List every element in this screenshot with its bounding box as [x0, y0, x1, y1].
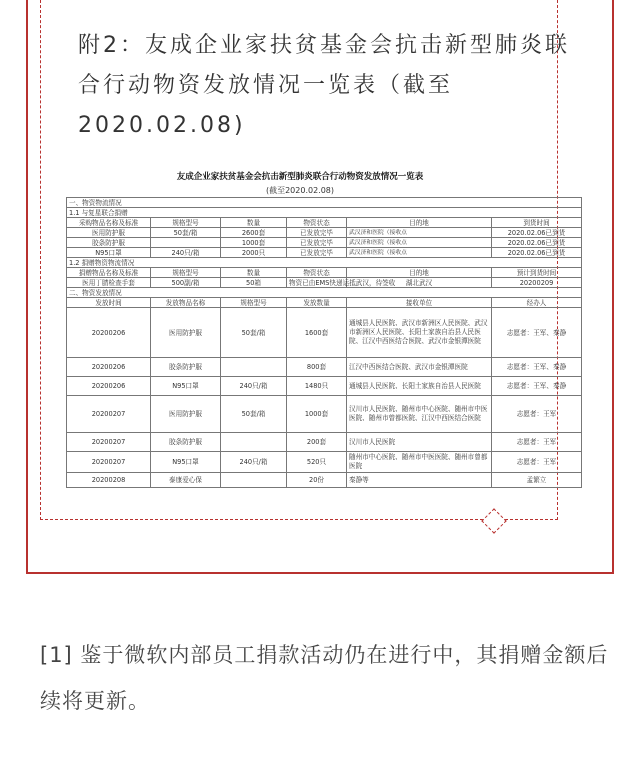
column-header: 数量	[221, 218, 287, 228]
table-cell: 2600套	[221, 228, 287, 238]
section-label: 一、物资物流情况	[67, 198, 582, 208]
column-header: 发放时间	[67, 298, 151, 308]
table-cell: 武汉济和医院（接收点	[347, 228, 492, 238]
table-row	[67, 396, 582, 433]
table-row	[67, 377, 582, 396]
table-cell: 志愿者：王军、秦静	[492, 358, 582, 377]
table-cell: 医用丁腈检查手套	[67, 278, 151, 288]
footnote: [1] 鉴于微软内部员工捐款活动仍在进行中，其捐赠金额后续将更新。	[40, 643, 609, 713]
table-cell: 20200207	[67, 396, 151, 433]
column-header: 目的地	[347, 218, 492, 228]
table-cell: 50套/箱	[221, 396, 287, 433]
column-header: 物资状态	[287, 268, 347, 278]
section-label: 二、物资发放情况	[67, 288, 582, 298]
column-header: 规格型号	[221, 298, 287, 308]
table-cell: 随州市中心医院、随州市中医医院、随州市曾都医院	[347, 452, 492, 473]
column-header: 规格型号	[151, 218, 221, 228]
table-cell: 500副/箱	[151, 278, 221, 288]
section-label: 1.2 捐赠物资物流情况	[67, 258, 582, 268]
table-cell: 20份	[287, 473, 347, 488]
table-row	[67, 228, 582, 238]
table-cell: 240只/箱	[221, 377, 287, 396]
table-cell: 已发放完毕	[287, 238, 347, 248]
table-row	[67, 308, 582, 358]
table-cell: 20200206	[67, 308, 151, 358]
section-row	[67, 258, 582, 268]
table-cell: 汉川市人民医院、随州市中心医院、随州市中医医院、随州市曾都医院、江汉中西医结合医院	[347, 396, 492, 433]
table-cell	[151, 238, 221, 248]
table-cell: 1000套	[221, 238, 287, 248]
document-title: 友成企业家扶贫基金会抗击新型肺炎联合行动物资发放情况一览表	[176, 172, 424, 182]
table-row	[67, 248, 582, 258]
column-header: 经办人	[492, 298, 582, 308]
table-cell: 医用防护服	[67, 228, 151, 238]
table-cell: 2020.02.06已到货	[492, 228, 582, 238]
table-row	[67, 358, 582, 377]
table-cell: 志愿者：王军、秦静	[492, 377, 582, 396]
table-cell: 20200207	[67, 452, 151, 473]
table-row	[67, 452, 582, 473]
table-cell: 武汉济和医院（接收点	[347, 248, 492, 258]
column-header: 预计到货时间	[492, 268, 582, 278]
table-cell: 800套	[287, 358, 347, 377]
header-row	[67, 218, 582, 228]
table-cell: 江汉中西医结合医院、武汉市金银潭医院	[347, 358, 492, 377]
table-cell: 20200206	[67, 358, 151, 377]
section-row	[67, 288, 582, 298]
table-cell: 通城县人民医院、武汉市新洲区人民医院、武汉市新洲区人民医院、长阳土家族自治县人民医院、江汉中西医结合医院、武汉市金银潭医院	[347, 308, 492, 358]
table-row	[67, 238, 582, 248]
table-cell: 泰康爱心保	[151, 473, 221, 488]
table-cell: 武汉济和医院（接收点	[347, 238, 492, 248]
table-row	[67, 473, 582, 488]
column-header: 采购物品名称及标准	[67, 218, 151, 228]
column-header: 发放数量	[287, 298, 347, 308]
heading-line-3: 2020.02.08)	[78, 113, 246, 138]
column-header: 目的地	[347, 268, 492, 278]
column-header: 规格型号	[151, 268, 221, 278]
table-cell: 胶条防护服	[151, 358, 221, 377]
table-cell: 50套/箱	[151, 228, 221, 238]
table-cell: 2000只	[221, 248, 287, 258]
table-cell: 20200206	[67, 377, 151, 396]
table-cell: 医用防护服	[151, 308, 221, 358]
heading-line-1: 附2：友成企业家扶贫基金会抗击新型肺炎联	[78, 33, 570, 58]
table-row	[67, 278, 582, 288]
table-cell: 志愿者：王军	[492, 433, 582, 452]
table-cell	[221, 433, 287, 452]
table-cell: 240只/箱	[221, 452, 287, 473]
column-header: 捐赠物品名称及标准	[67, 268, 151, 278]
section-row	[67, 208, 582, 218]
table-cell: 物资已由EMS快递运抵武汉，待签收	[287, 278, 347, 288]
table-cell: 20200208	[67, 473, 151, 488]
table-cell: 2020.02.06已到货	[492, 248, 582, 258]
table-cell: 孟繁立	[492, 473, 582, 488]
column-header: 数量	[221, 268, 287, 278]
column-header: 接收单位	[347, 298, 492, 308]
table-cell: 2020.02.06已到货	[492, 238, 582, 248]
table-cell: 秦静等	[347, 473, 492, 488]
table-cell: 汉川市人民医院	[347, 433, 492, 452]
table-cell: 已发放完毕	[287, 228, 347, 238]
column-header: 到货时间	[492, 218, 582, 228]
table-cell: 240只/箱	[151, 248, 221, 258]
table-cell: 50套/箱	[221, 308, 287, 358]
table-cell: 通城县人民医院、长阳土家族自治县人民医院	[347, 377, 492, 396]
table-cell	[221, 358, 287, 377]
table-cell: 志愿者：王军、秦静	[492, 308, 582, 358]
table-cell: 胶条防护服	[151, 433, 221, 452]
header-row	[67, 298, 582, 308]
section-row	[67, 198, 582, 208]
section-label: 1.1 与复星联合捐赠	[67, 208, 582, 218]
table-cell: 20200209	[492, 278, 582, 288]
table-cell: 胶条防护服	[67, 238, 151, 248]
table-cell: 520只	[287, 452, 347, 473]
table-cell: 医用防护服	[151, 396, 221, 433]
table-cell: N95口罩	[151, 377, 221, 396]
column-header: 物资状态	[287, 218, 347, 228]
header-row	[67, 268, 582, 278]
table-cell: 1600套	[287, 308, 347, 358]
table-row	[67, 433, 582, 452]
table-cell: 1480只	[287, 377, 347, 396]
column-header: 发放物品名称	[151, 298, 221, 308]
table-cell: N95口罩	[67, 248, 151, 258]
table-cell	[221, 473, 287, 488]
table-cell: 已发放完毕	[287, 248, 347, 258]
table-cell: 志愿者：王军	[492, 452, 582, 473]
table-cell: 志愿者：王军	[492, 396, 582, 433]
table-cell: 200套	[287, 433, 347, 452]
table-cell: 1000套	[287, 396, 347, 433]
table-cell: N95口罩	[151, 452, 221, 473]
page-heading	[78, 26, 598, 146]
document-subtitle: (截至2020.02.08)	[265, 186, 335, 195]
table-cell: 50箱	[221, 278, 287, 288]
distribution-table	[66, 197, 582, 488]
heading-line-2: 合行动物资发放情况一览表（截至	[78, 73, 454, 98]
table-cell: 湖北武汉	[347, 278, 492, 288]
table-cell: 20200207	[67, 433, 151, 452]
